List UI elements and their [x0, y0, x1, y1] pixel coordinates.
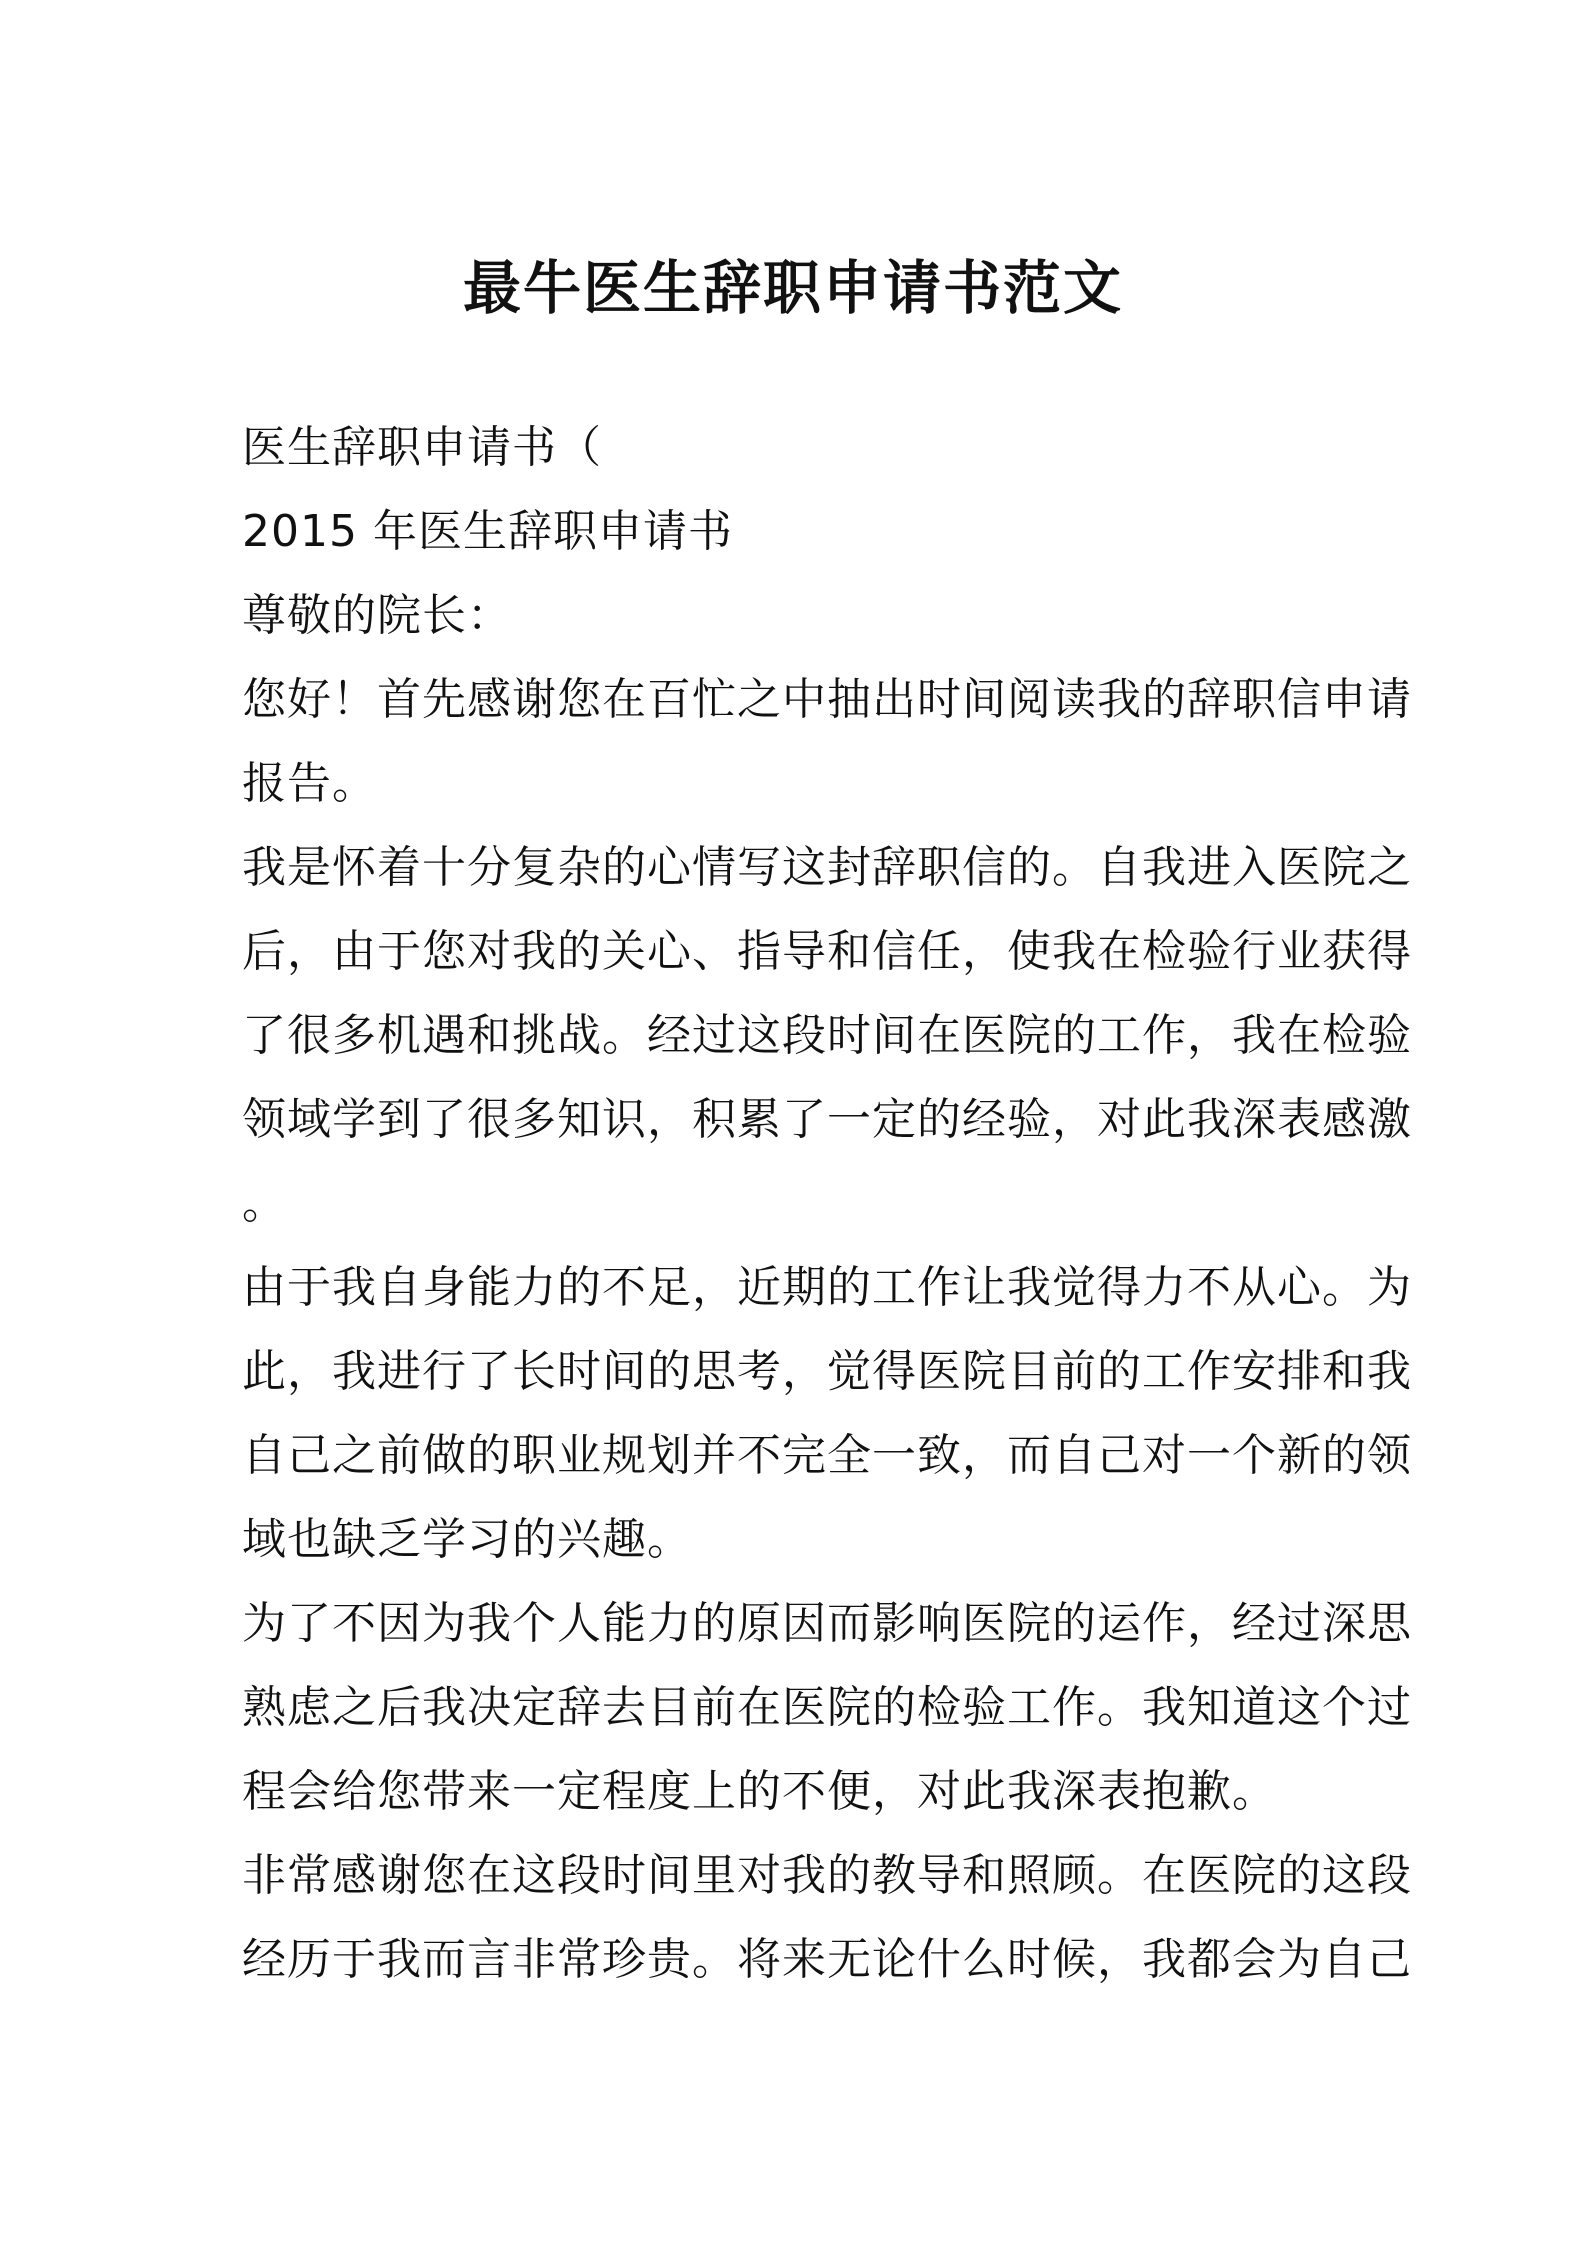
text-line: 2015 年医生辞职申请书 [242, 506, 733, 557]
text-line: 我是怀着十分复杂的心情写这封辞职信的。自我进入医院之 [242, 842, 1412, 893]
text-line: 程会给您带来一定程度上的不便，对此我深表抱歉。 [242, 1766, 1277, 1817]
text-line: 。 [242, 1178, 287, 1229]
text-line: 非常感谢您在这段时间里对我的教导和照顾。在医院的这段 [242, 1850, 1412, 1901]
text-line: 尊敬的院长： [242, 590, 512, 641]
text-line: 熟虑之后我决定辞去目前在医院的检验工作。我知道这个过 [242, 1682, 1412, 1733]
text-line: 此，我进行了长时间的思考，觉得医院目前的工作安排和我 [242, 1346, 1412, 1397]
text-line: 后，由于您对我的关心、指导和信任，使我在检验行业获得 [242, 926, 1412, 977]
text-line: 医生辞职申请书（ [242, 422, 602, 473]
document-title: 最牛医生辞职申请书范文 [462, 254, 1123, 322]
text-line: 报告。 [242, 758, 377, 809]
text-line: 自己之前做的职业规划并不完全一致，而自己对一个新的领 [242, 1430, 1412, 1481]
text-line: 由于我自身能力的不足，近期的工作让我觉得力不从心。为 [242, 1262, 1412, 1313]
text-line: 您好！首先感谢您在百忙之中抽出时间阅读我的辞职信申请 [242, 674, 1412, 725]
text-line: 了很多机遇和挑战。经过这段时间在医院的工作，我在检验 [242, 1010, 1412, 1061]
text-line: 域也缺乏学习的兴趣。 [242, 1514, 692, 1565]
text-line: 为了不因为我个人能力的原因而影响医院的运作，经过深思 [242, 1598, 1412, 1649]
text-line: 经历于我而言非常珍贵。将来无论什么时候，我都会为自己 [242, 1934, 1412, 1985]
text-line: 领域学到了很多知识，积累了一定的经验，对此我深表感激 [242, 1094, 1412, 1145]
document-body [242, 406, 1412, 2002]
